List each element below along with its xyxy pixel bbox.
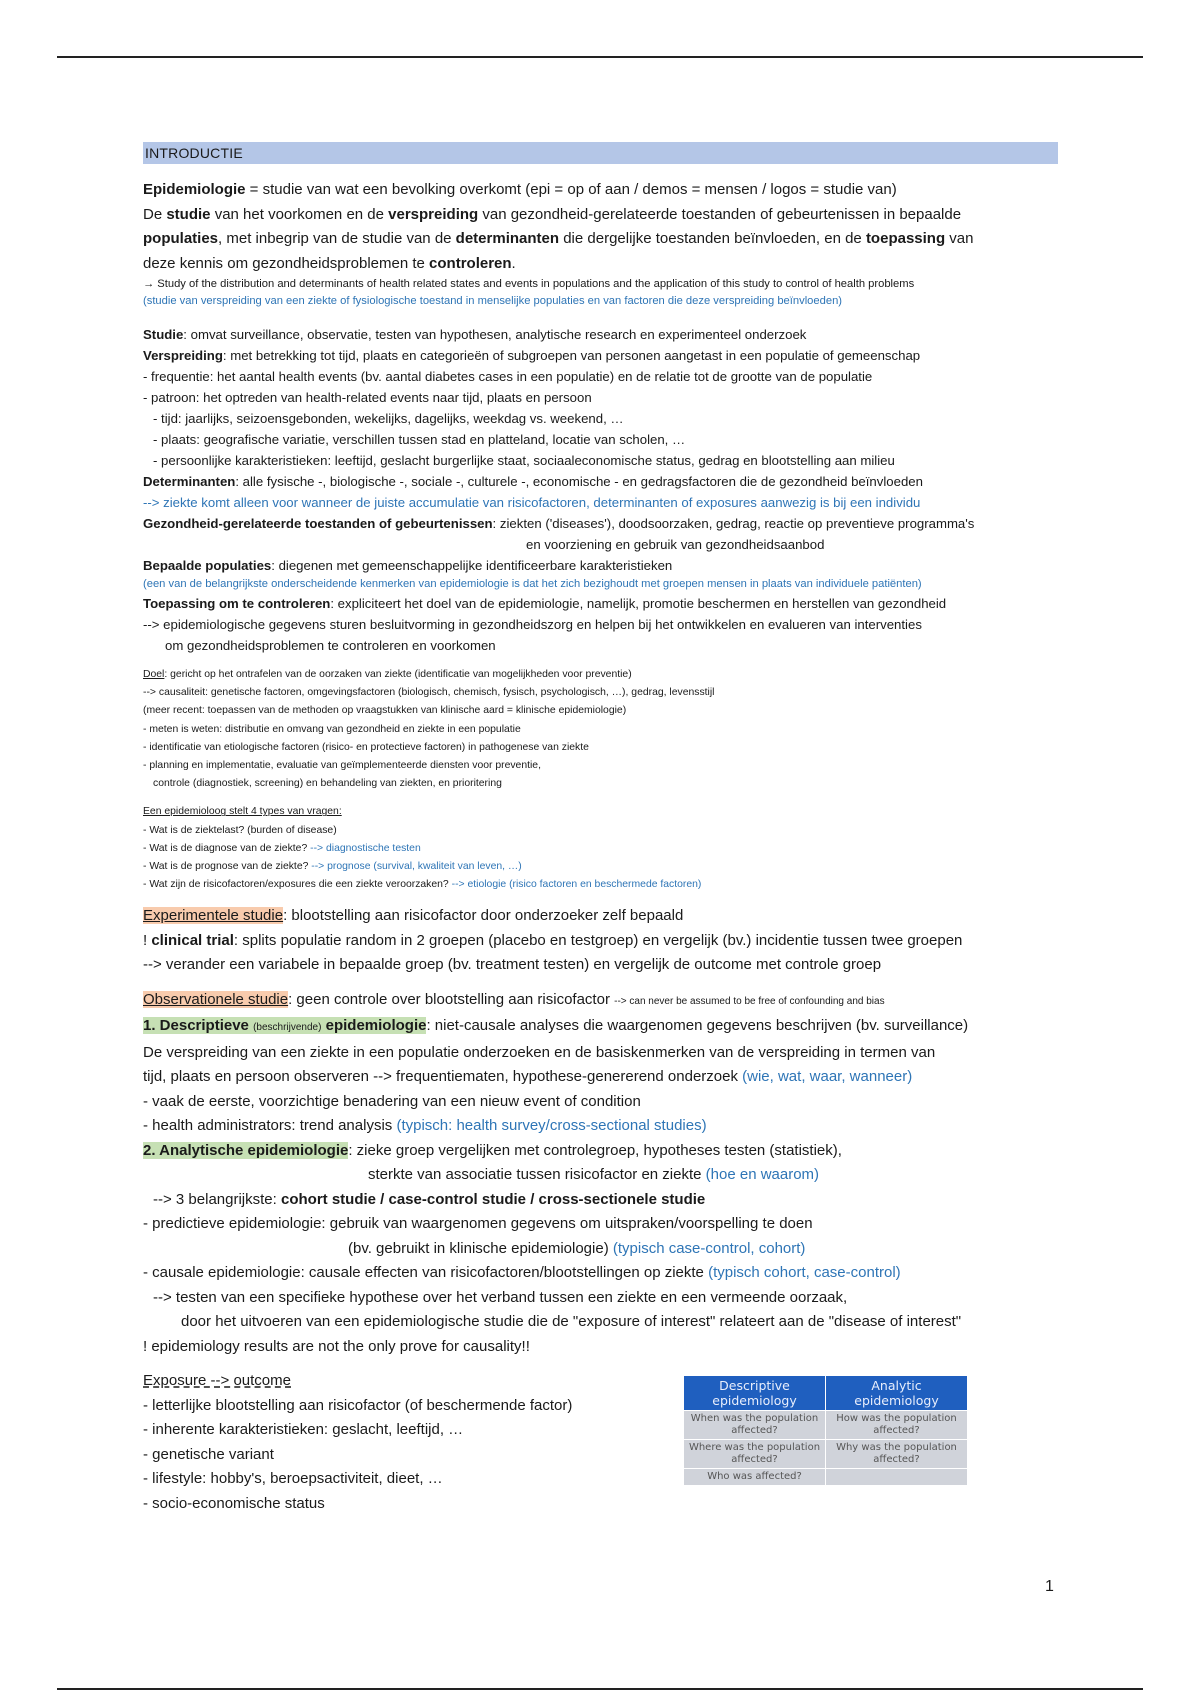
list-item: - lifestyle: hobby's, beroepsactiviteit, dieet, … [143,1470,443,1488]
body-text: tijd, plaats en persoon observeren --> frequentiematen, hypothese-genererend onderzoek [143,1068,743,1086]
term: verspreiding [388,205,479,223]
table-header-row [684,1376,968,1411]
table-header: Descriptive epidemiology [684,1376,826,1411]
def-term: Studie [143,327,184,342]
analytic-epi [143,1139,1058,1164]
question-text: - Wat is de prognose van de ziekte? [143,861,312,873]
def-studie [143,324,1058,345]
body-line [143,1188,1058,1213]
body-text: : geen controle over blootstelling aan risicofactor [288,990,615,1008]
intro-text: . [511,254,516,272]
intro-text: die dergelijke toestanden beïnvloeden, en de [559,230,866,247]
term: populaties [143,230,219,247]
highlight-term: Observationele studie [143,990,289,1008]
table-row [684,1469,968,1486]
dutch-note: (studie van verspreiding van een ziekte of fysiologische toestand in menselijke populaties en van factoren die deze verspreiding beïnvloeden) [143,295,843,307]
body-text: : niet-causale analyses die waargenomen gegevens beschrijven (bv. surveillance) [426,1017,969,1035]
body-text: : splits populatie random in 2 groepen (placebo en testgroep) en vergelijk (bv.) incidentie tussen twee groepen [233,931,963,949]
doel-text: : gericht op het ontrafelen van de oorzaken van ziekte (identificatie van mogelijkheden voor preventie) [164,669,632,680]
body-text: - causale epidemiologie: causale effecten van risicofactoren/blootstellingen op ziekte [143,1264,709,1282]
question-item [143,840,1058,858]
exposure-section [143,1369,1058,1516]
body-line [143,1163,1058,1188]
term: controleren [429,254,512,272]
question-answer: --> diagnostische testen [310,842,421,854]
list-item: - inherente karakteristieken: geslacht, leeftijd, … [143,1421,464,1439]
def-text: : expliciteert het doel van de epidemiologie, namelijk, promotie beschermen en herstellen van gezondheid [330,596,947,611]
intro-text: van gezondheid-gerelateerde toestanden of gebeurtenissen in bepaalde [478,205,962,223]
body-line: --> testen van een specifieke hypothese over het verband tussen een ziekte en een vermeende oorzaak, [153,1288,848,1306]
experimental-study [143,904,1058,929]
def-verspreiding [143,345,1058,366]
intro-line-4 [143,252,1058,277]
small-note: --> can never be assumed to be free of confounding and bias [614,995,885,1007]
intro-text: van [945,230,974,247]
table-cell: How was the population affected? [826,1411,968,1440]
body-line [143,1065,1058,1090]
question-answer: --> etiologie (risico factoren en beschermede factoren) [451,879,702,891]
list-item: - predictieve epidemiologie: gebruik van waargenomen gegevens om uitspraken/voorspelling te doen [143,1215,813,1233]
blue-note: (typisch case-control, cohort) [612,1239,806,1257]
def-text: : alle fysische -, biologische -, sociale -, culturele -, economische - en gedragsfactoren die de gezondheid beïnvloeden [235,474,923,489]
list-item: - meten is weten: distributie en omvang van gezondheid en ziekte in een populatie [143,723,521,735]
top-rule [57,56,1143,58]
intro-text: = studie van wat een bevolking overkomt (epi = op of aan / demos = mensen / logos = studie van) [245,181,897,198]
list-item: - genetische variant [143,1445,274,1463]
list-item: - vaak de eerste, voorzichtige benadering van een nieuw event of condition [143,1092,641,1110]
blue-note: (typisch cohort, case-control) [708,1264,901,1282]
def-determinanten [143,471,1058,492]
list-item: - patroon: het optreden van health-related events naar tijd, plaats en persoon [143,390,592,405]
table-cell: Where was the population affected? [684,1440,826,1469]
epidemiology-comparison-table [683,1375,968,1486]
doel-term: Doel [143,669,165,680]
intro-text: De [143,205,167,223]
blue-note: (wie, wat, waar, wanneer) [742,1068,913,1086]
descriptive-epi [143,1014,1058,1041]
table-cell: Why was the population affected? [826,1440,968,1469]
def-toepassing [143,593,1058,614]
list-item: - socio-economische status [143,1494,325,1512]
term: determinanten [455,230,560,247]
body-text: ! [143,931,152,949]
clinical-trial [143,929,1058,954]
english-definition: → Study of the distribution and determinants of health related states and events in populations and the application of this study to control of health problems [143,278,915,290]
term: studie [166,205,211,223]
page-number: 1 [1045,1578,1054,1595]
intro-line-1 [143,178,1058,203]
observational-study [143,988,1058,1015]
def-gezondheid [143,513,1058,534]
body-text: (bv. gebruikt in klinische epidemiologie) [348,1239,613,1257]
exposure-title: Exposure --> outcome [143,1372,291,1390]
body-line: door het uitvoeren van een epidemiologische studie die de "exposure of interest" relateert aan de "disease of interest" [181,1313,962,1331]
body-line: ! epidemiology results are not the only prove for causality!! [143,1337,530,1355]
def-text: : ziekten ('diseases'), doodsoorzaken, gedrag, reactie op preventieve programma's [492,516,975,531]
body-text: - health administrators: trend analysis [143,1117,397,1135]
def-term: Verspreiding [143,348,223,363]
question-answer: --> prognose (survival, kwaliteit van leven, …) [311,861,522,873]
table-row [684,1440,968,1469]
term: cohort studie / case-control studie / cross-sectionele studie [280,1190,706,1208]
body-text: : blootstelling aan risicofactor door onderzoeker zelf bepaald [283,907,684,925]
list-item: --> epidemiologische gegevens sturen besluitvorming in gezondheidszorg en helpen bij het ontwikkelen en evalueren van interventies [143,617,922,632]
term-part: epidemiologie [321,1017,427,1035]
intro-text: , met inbegrip van de studie van de [218,230,456,247]
term-epidemiologie: Epidemiologie [143,181,246,198]
def-continuation: om gezondheidsproblemen te controleren en voorkomen [165,638,496,653]
def-populaties [143,555,1058,576]
list-item: --> verander een variabele in bepaalde groep (bv. treatment testen) en vergelijk de outcome met controle groep [143,956,882,974]
intro-line-3 [143,227,1058,252]
list-item: - letterlijke blootstelling aan risicofactor (of beschermende factor) [143,1396,573,1414]
doel-line [143,666,1058,684]
blue-note: (typisch: health survey/cross-sectional studies) [396,1117,707,1135]
question-text: - Wat is de diagnose van de ziekte? [143,842,311,854]
term-part: 1. Descriptieve [143,1017,254,1035]
question-item [143,858,1058,876]
body-text: : zieke groep vergelijken met controlegroep, hypotheses testen (statistiek), [348,1141,842,1159]
highlight-term: 2. Analytische epidemiologie [143,1141,349,1159]
body-line: De verspreiding van een ziekte in een populatie onderzoeken en de basiskenmerken van de verspreiding in termen van [143,1043,936,1061]
intro-text: deze kennis om gezondheidsproblemen te [143,254,430,272]
small-note: (beschrijvende) [253,1022,322,1034]
blue-note: (een van de belangrijkste onderscheidende kenmerken van epidemiologie is dat het zich bezighoudt met groepen mensen in plaats van individuele patiënten) [143,578,922,590]
list-item: - planning en implementatie, evaluatie van geïmplementeerde diensten voor preventie, [143,760,541,772]
list-item: (meer recent: toepassen van de methoden op vraagstukken van klinische aard = klinische epidemiologie) [143,705,627,717]
def-term: Bepaalde populaties [143,558,272,573]
def-term: Determinanten [143,474,236,489]
def-text: : diegenen met gemeenschappelijke identificeerbare karakteristieken [271,558,673,573]
body-text: --> 3 belangrijkste: [153,1190,281,1208]
table-row [684,1411,968,1440]
list-item [143,1261,1058,1286]
list-item: - tijd: jaarlijks, seizoensgebonden, wekelijks, dagelijks, weekdag vs. weekend, … [153,411,624,426]
intro-line-2 [143,203,1058,228]
body-line [143,1237,1058,1262]
table-cell: When was the population affected? [684,1411,826,1440]
table-cell: Who was affected? [684,1469,826,1486]
intro-text: van het voorkomen en de [210,205,389,223]
question-item: - Wat is de ziektelast? (burden of disease) [143,824,337,836]
body-text: sterkte van associatie tussen risicofactor en ziekte [368,1166,706,1184]
highlight-term [143,1017,426,1034]
blue-note: --> ziekte komt alleen voor wanneer de juiste accumulatie van risicofactoren, determinanten of exposures aanwezig is bij een individu [143,495,921,510]
list-item: - persoonlijke karakteristieken: leeftijd, geslacht burgerlijke staat, sociaaleconomische status, gedrag en blootstelling aan milieu [153,453,895,468]
question-item [143,876,1058,894]
term: clinical trial [151,931,234,949]
list-item: - plaats: geografische variatie, verschillen tussen stad en platteland, locatie van scholen, … [153,432,686,447]
list-item: - identificatie van etiologische factoren (risico- en protectieve factoren) in pathogenese van ziekte [143,741,589,753]
table-header: Analytic epidemiology [826,1376,968,1411]
table-cell [826,1469,968,1486]
list-item: controle (diagnostiek, screening) en behandeling van ziekten, en prioritering [153,778,502,790]
def-term: Gezondheid-gerelateerde toestanden of gebeurtenissen [143,516,493,531]
list-item [143,1114,1058,1139]
highlight-term: Experimentele studie [143,907,284,925]
bottom-rule [57,1688,1143,1690]
question-text: - Wat zijn de risicofactoren/exposures die een ziekte veroorzaken? [143,879,452,891]
section-heading: INTRODUCTIE [143,142,1058,164]
list-item: - frequentie: het aantal health events (bv. aantal diabetes cases in een populatie) en de relatie tot de grootte van de populatie [143,369,873,384]
blue-note: (hoe en waarom) [705,1166,820,1184]
term: toepassing [865,230,946,247]
def-continuation: en voorziening en gebruik van gezondheidsaanbod [526,537,825,552]
questions-title: Een epidemioloog stelt 4 types van vragen: [143,806,342,818]
def-text: : met betrekking tot tijd, plaats en categorieën of subgroepen van personen aangetast in een populatie of gemeenschap [222,348,921,363]
def-text: : omvat surveillance, observatie, testen van hypothesen, analytische research en experimenteel onderzoek [183,327,807,342]
document-page [143,142,1058,1516]
def-term: Toepassing om te controleren [143,596,331,611]
list-item: --> causaliteit: genetische factoren, omgevingsfactoren (biologisch, chemisch, fysisch, psychologisch, …), gedrag, levensstijl [143,687,715,699]
